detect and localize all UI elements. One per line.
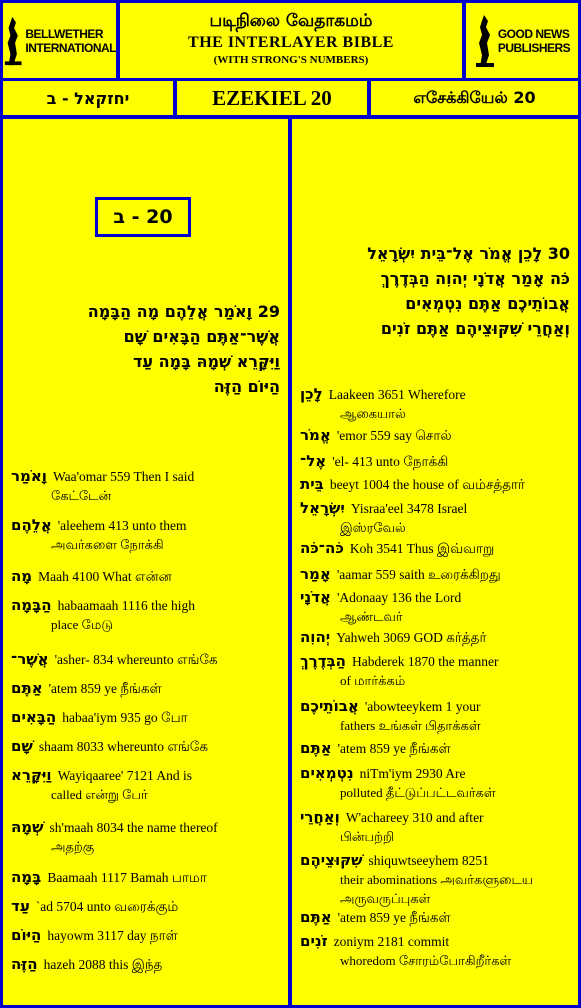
- hebrew-word: אַתֶּם: [300, 908, 332, 926]
- transliteration-line: habaamaah 1116 the high: [57, 598, 195, 613]
- word-entry: [300, 764, 570, 802]
- hebrew-word: שִׁקּוּצֵיהֶם: [300, 851, 363, 869]
- hebrew-word: יִשְׂרָאֵל: [300, 499, 345, 517]
- word-entry: [11, 766, 281, 804]
- hebrew-word: אָמַר: [300, 565, 331, 583]
- hebrew-word: שְׁמָהּ: [11, 818, 44, 836]
- right-column: [292, 119, 578, 1005]
- transliteration-line: Yahweh 3069 GOD கர்த்தர்: [336, 630, 487, 645]
- gloss-line: அதற்கு: [51, 839, 95, 854]
- book-tamil: எசேக்கியேல் 20: [413, 87, 536, 107]
- word-entry: [300, 499, 570, 537]
- hebrew-word: אֱמֹר: [300, 426, 331, 444]
- transliteration-line: 'abowteeykem 1 your: [364, 699, 481, 714]
- gloss-line: கேட்டேன்: [51, 488, 112, 503]
- transliteration-line: shaam 8033 whereunto எங்கே: [38, 739, 208, 754]
- gloss-line: their abominations அவர்களுடைய அருவருப்புகள்: [340, 872, 533, 906]
- transliteration-line: 'Adonaay 136 the Lord: [336, 590, 462, 605]
- word-entry: [300, 628, 570, 647]
- word-entry: [300, 697, 570, 735]
- hebrew-word: אַתֶּם: [300, 739, 332, 757]
- word-entry: [11, 467, 281, 505]
- word-entry: [300, 426, 570, 445]
- transliteration-line: Wayiqaaree' 7121 And is: [57, 768, 192, 783]
- gloss-line: ஆண்டவர்: [340, 609, 403, 624]
- transliteration-line: Laakeen 3651 Wherefore: [328, 387, 466, 402]
- transliteration-line: 'atem 859 ye நீங்கள்: [48, 681, 162, 696]
- transliteration-line: niTm'iym 2930 Are: [359, 766, 466, 781]
- hebrew-word: הַבָּמָה: [11, 596, 52, 614]
- verse-line: כֹּה אָמַר אֲדֹנָי יְהוִה הַבְּדֶרֶךְ: [380, 269, 570, 288]
- logo-right-line2: PUBLISHERS: [497, 40, 571, 55]
- gloss-line: whoredom சோரம்போகிறீர்கள்: [340, 953, 512, 968]
- chapter-badge: [95, 197, 191, 237]
- hebrew-word: וְאַחֲרֵי: [300, 808, 340, 826]
- transliteration-line: 'aleehem 413 unto them: [57, 518, 187, 533]
- transliteration-line: Waa'omar 559 Then I said: [52, 469, 195, 484]
- word-entry: [300, 385, 570, 423]
- transliteration-line: habaa'iym 935 go போ: [62, 710, 188, 725]
- hebrew-word: בֵּית: [300, 475, 324, 493]
- hebrew-word: בָּמָה: [11, 868, 42, 886]
- book-english: EZEKIEL 20: [212, 85, 332, 110]
- gloss-line: place மேடு: [51, 617, 113, 632]
- transliteration-line: `ad 5704 unto வரைக்கும்: [35, 899, 179, 914]
- hebrew-word: הַיּוֹם: [11, 926, 42, 944]
- transliteration-line: Yisraa'eel 3478 Israel: [350, 501, 468, 516]
- word-entry: [300, 588, 570, 626]
- hebrew-word: זֹנִים: [300, 932, 328, 950]
- word-entry: [11, 567, 281, 586]
- word-entry: [300, 652, 570, 690]
- gloss-line: of மார்க்கம்: [340, 673, 406, 688]
- verse-line: אֲשֶׁר־אַתֶּם הַבָּאִים שָׁם: [123, 327, 280, 346]
- logo-left-line1: BELLWETHER: [25, 26, 104, 41]
- transliteration-line: beeyt 1004 the house of வம்சத்தார்: [329, 477, 526, 492]
- gloss-line: called என்று பேர்: [51, 787, 148, 802]
- gloss-line: இஸ்ரவேல்: [340, 520, 406, 535]
- transliteration-line: 'emor 559 say சொல்: [336, 428, 452, 443]
- hebrew-word: הַבָּאִים: [11, 708, 57, 726]
- gloss-line: fathers உங்கள் பிதாக்கள்: [340, 718, 481, 733]
- transliteration-line: 'el- 413 unto நோக்கி: [332, 454, 449, 469]
- verse-line: 30 לָכֵן אֱמֹר אֶל־בֵּית יִשְׂרָאֵל: [367, 244, 570, 263]
- word-entry: [300, 539, 570, 558]
- hebrew-word: וָאֹמַר: [11, 467, 47, 485]
- logo-right: [466, 3, 578, 78]
- transliteration-line: hazeh 2088 this இந்த: [43, 957, 163, 972]
- hebrew-word: אֶל־: [300, 452, 327, 470]
- word-entry: [11, 955, 281, 974]
- verse-line: וַיִּקָּרֵא שְׁמָהּ בָּמָה עַד: [132, 352, 280, 371]
- hebrew-word: שָׁם: [11, 737, 33, 755]
- word-entry: [300, 452, 570, 471]
- gloss-line: அவர்களை நோக்கி: [51, 537, 164, 552]
- transliteration-line: sh'maah 8034 the name thereof: [49, 820, 218, 835]
- book-tamil-header: [371, 81, 578, 115]
- hebrew-word: הַזֶּה: [11, 955, 38, 973]
- word-entry: [300, 932, 570, 970]
- transliteration-line: Habderek 1870 the manner: [351, 654, 499, 669]
- hebrew-word: הַבְּדֶרֶךְ: [300, 652, 346, 670]
- transliteration-line: 'atem 859 ye நீங்கள்: [337, 741, 451, 756]
- word-entry: [300, 475, 570, 494]
- word-entry: [300, 565, 570, 584]
- verse-29: [11, 299, 280, 399]
- verse-line: וְאַחֲרֵי שִׁקּוּצֵיהֶם אַתֶּם זֹנִים: [380, 319, 570, 338]
- transliteration-line: 'asher- 834 whereunto எங்கே: [54, 652, 218, 667]
- transliteration-line: Koh 3541 Thus இவ்வாறு: [349, 541, 495, 556]
- word-entry: [300, 908, 570, 927]
- word-entry: [11, 708, 281, 727]
- transliteration-line: hayowm 3117 day நாள்: [47, 928, 178, 943]
- hebrew-word: אַתֶּם: [11, 679, 43, 697]
- gloss-line: ஆகையால்: [340, 406, 406, 421]
- logo-right-line1: GOOD NEWS: [497, 26, 570, 41]
- logo-left-line2: INTERNATIONAL: [25, 40, 116, 55]
- book-hebrew: יחזקאל - ב: [46, 88, 130, 108]
- word-entry: [11, 868, 281, 887]
- hebrew-word: אֲבוֹתֵיכֶם: [300, 697, 359, 715]
- gloss-line: polluted தீட்டுப்பட்டவர்கள்: [340, 785, 496, 800]
- transliteration-line: shiquwtseeyhem 8251: [368, 853, 489, 868]
- hebrew-word: לָכֵן: [300, 385, 323, 403]
- title-english: THE INTERLAYER BIBLE: [188, 34, 394, 51]
- word-entry: [11, 679, 281, 698]
- hebrew-word: אֲדֹנָי: [300, 588, 331, 606]
- word-entry: [11, 516, 281, 554]
- word-entry: [11, 650, 281, 669]
- hebrew-word: וַיִּקָּרֵא: [11, 766, 52, 784]
- logo-left: [3, 3, 116, 78]
- verse-line: 29 וָאֹמַר אֲלֵהֶם מָה הַבָּמָה: [87, 302, 280, 321]
- transliteration-line: 'aamar 559 saith உரைக்கிறது: [336, 567, 501, 582]
- hebrew-word: אֲלֵהֶם: [11, 516, 52, 534]
- ram-figure-icon: [474, 13, 496, 69]
- hebrew-word: כֹּה־כֹּה: [300, 539, 344, 557]
- book-hebrew-header: [3, 81, 173, 115]
- word-entry: [11, 737, 281, 756]
- hebrew-word: נִטְמְאִים: [300, 764, 354, 782]
- transliteration-line: zoniym 2181 commit: [333, 934, 450, 949]
- verse-line: הַיּוֹם הַזֶּה: [213, 377, 280, 396]
- gloss-line: பின்பற்றி: [340, 829, 395, 844]
- left-column: [3, 119, 288, 1005]
- word-entry: [300, 851, 570, 908]
- title-block: [120, 3, 462, 78]
- word-entry: [300, 739, 570, 758]
- chapter-badge-text: 20 - ב: [113, 206, 173, 228]
- word-entry: [11, 818, 281, 856]
- verse-line: אֲבוֹתֵיכֶם אַתֶּם נִטְמְאִים: [405, 294, 570, 313]
- transliteration-line: Maah 4100 What என்ன: [38, 569, 172, 584]
- hebrew-word: אֲשֶׁר־: [11, 650, 49, 668]
- transliteration-line: W'achareey 310 and after: [345, 810, 484, 825]
- hebrew-word: יְהוִה: [300, 628, 331, 646]
- word-entry: [11, 596, 281, 634]
- transliteration-line: Baamaah 1117 Bamah பாமா: [47, 870, 207, 885]
- title-subtitle: (WITH STRONG'S NUMBERS): [213, 54, 369, 66]
- book-english-header: [177, 81, 367, 115]
- word-entry: [11, 897, 281, 916]
- verse-30: [298, 241, 570, 341]
- word-entry: [11, 926, 281, 945]
- title-tamil: படிநிலை வேதாகமம்: [209, 11, 373, 31]
- hebrew-word: עַד: [11, 897, 30, 915]
- ram-figure-icon: [3, 13, 23, 69]
- hebrew-word: מָה: [11, 567, 33, 585]
- word-entry: [300, 808, 570, 846]
- transliteration-line: 'atem 859 ye நீங்கள்: [337, 910, 451, 925]
